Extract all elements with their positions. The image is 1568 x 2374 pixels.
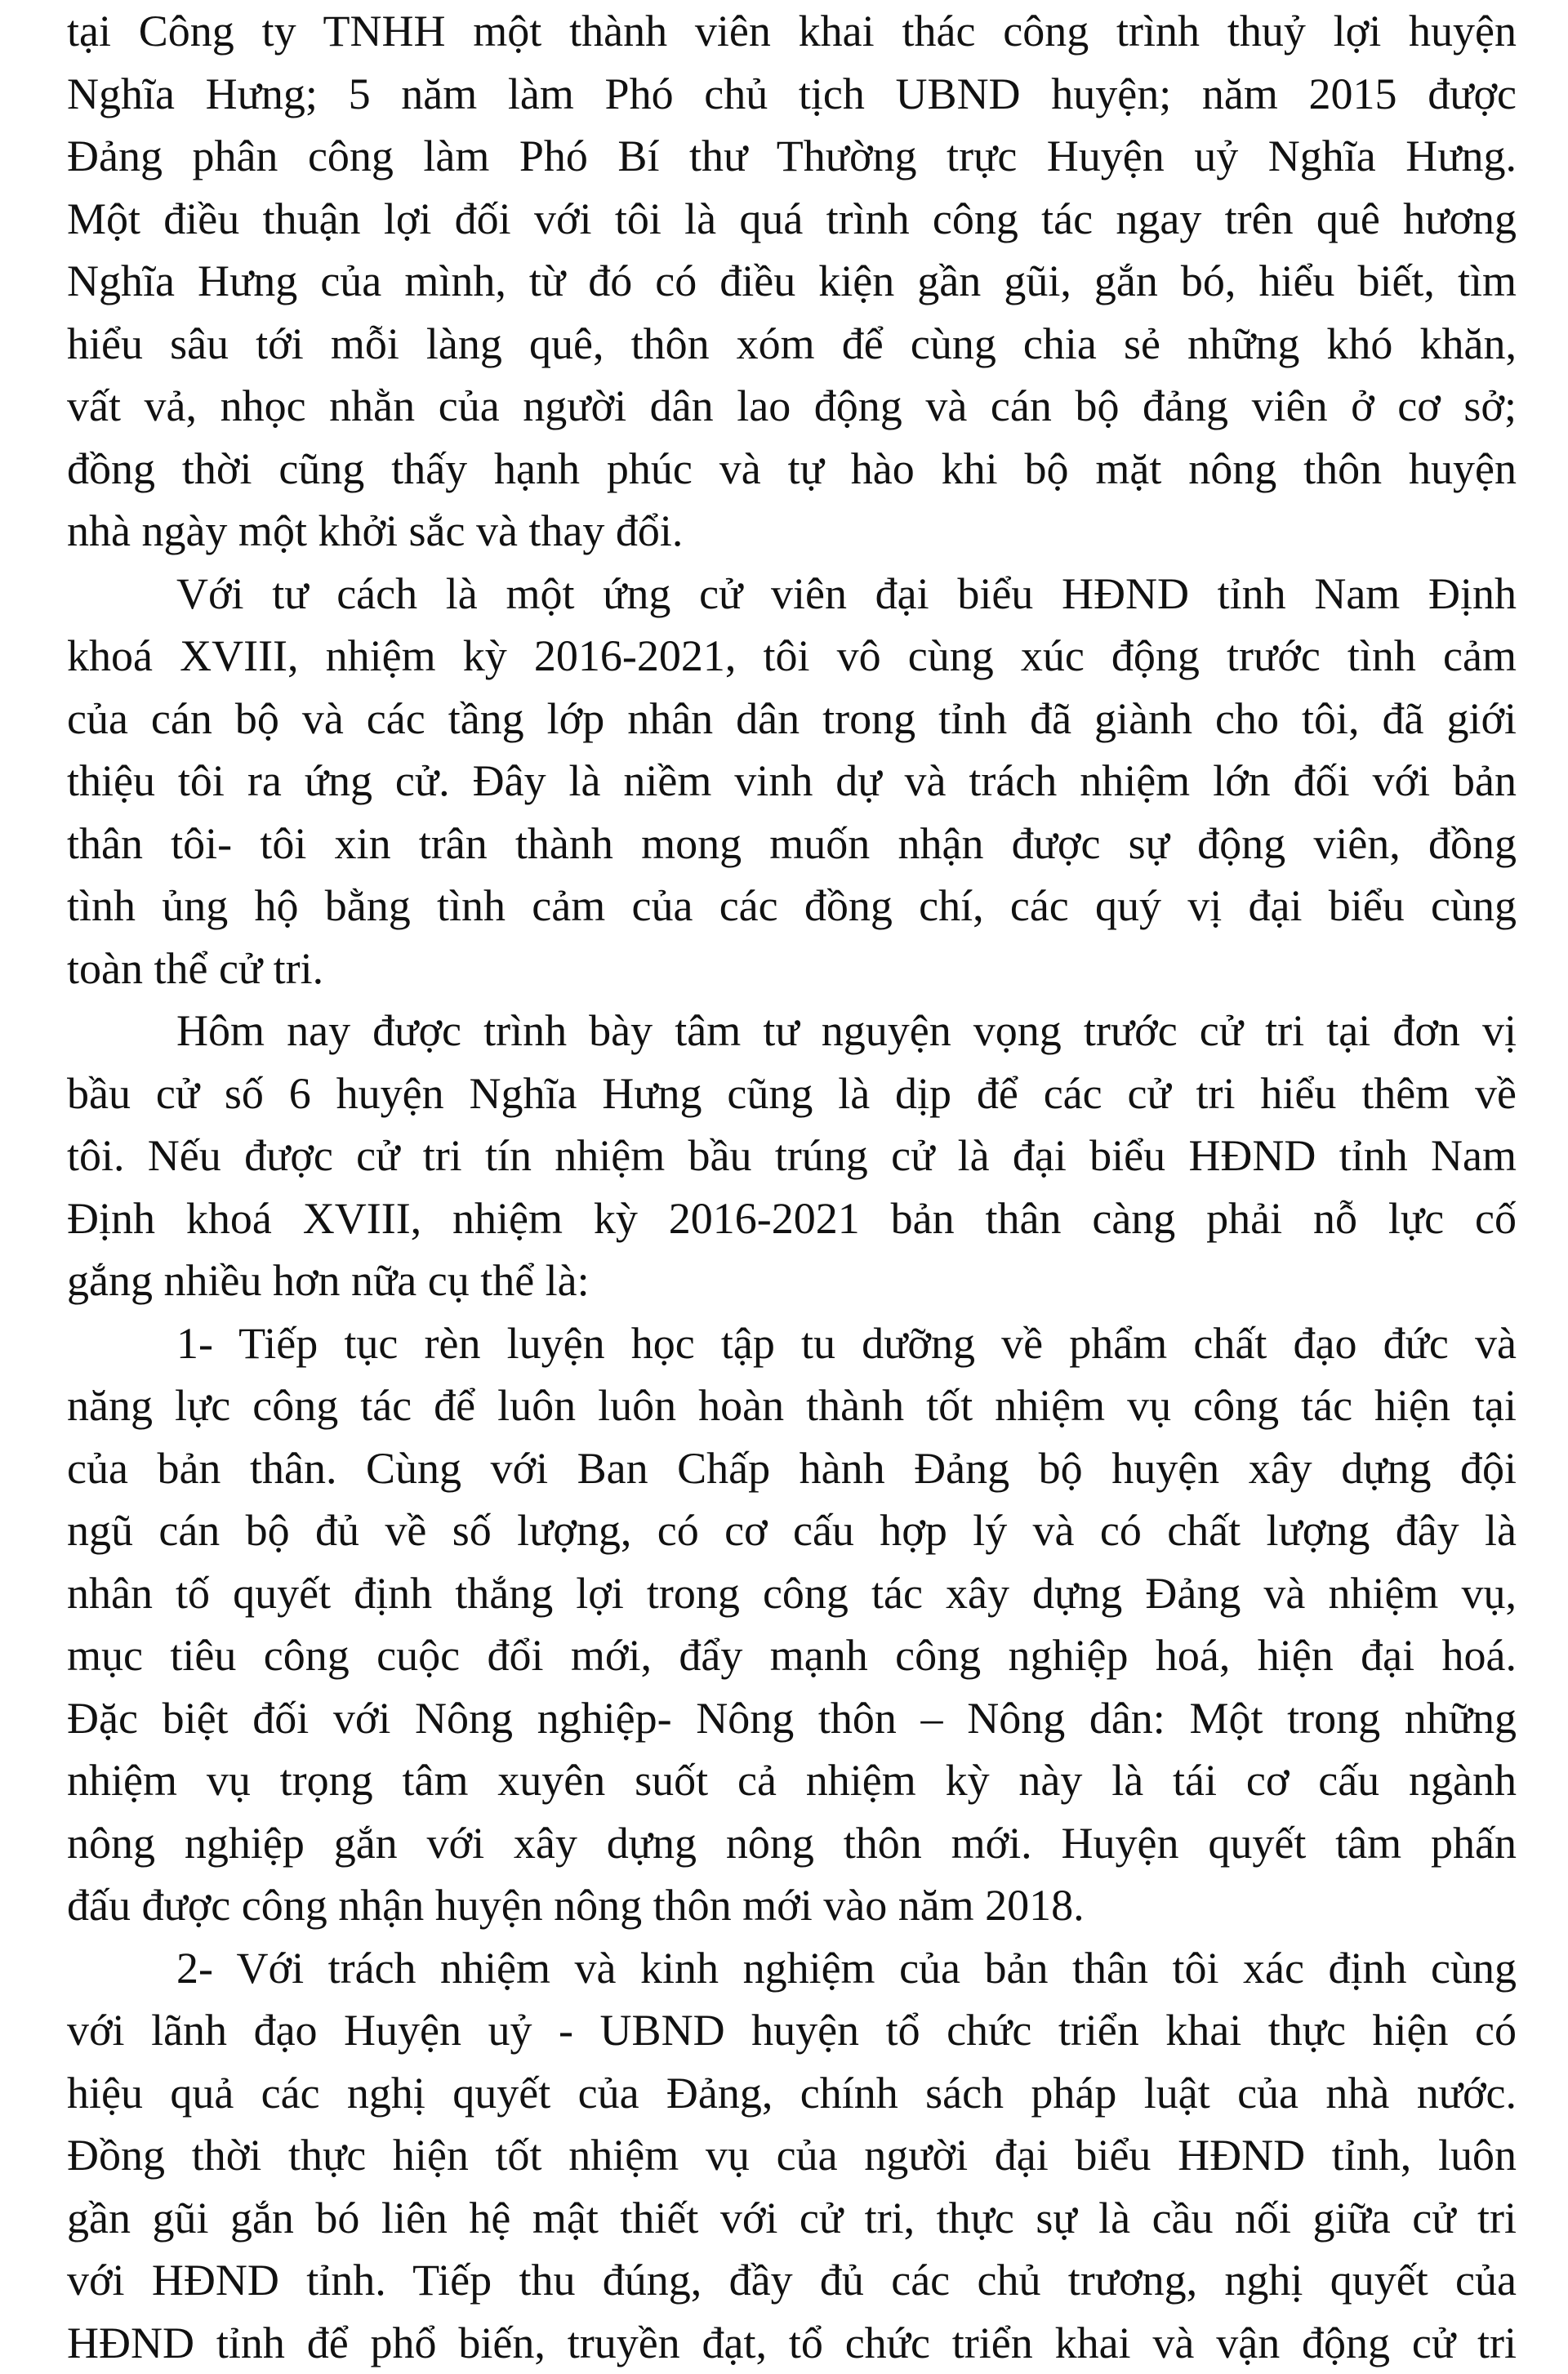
document-body <box>67 0 1517 2374</box>
text-line: hiệu quả các nghị quyết của Đảng, chính sách pháp luật của nhà nước. <box>67 2062 1517 2125</box>
text-line: Với tư cách là một ứng cử viên đại biểu HĐND tỉnh Nam Định <box>67 563 1517 626</box>
text-line: năng lực công tác để luôn luôn hoàn thành tốt nhiệm vụ công tác hiện tại <box>67 1374 1517 1437</box>
text-line: toàn thể cử tri. <box>67 938 1517 1000</box>
text-line: Một điều thuận lợi đối với tôi là quá trình công tác ngay trên quê hương <box>67 188 1517 251</box>
text-line: thân tôi- tôi xin trân thành mong muốn nhận được sự động viên, đồng <box>67 813 1517 875</box>
text-line: khoá XVIII, nhiệm kỳ 2016-2021, tôi vô cùng xúc động trước tình cảm <box>67 625 1517 688</box>
text-line: thiệu tôi ra ứng cử. Đây là niềm vinh dự và trách nhiệm lớn đối với bản <box>67 750 1517 813</box>
text-line: với HĐND tỉnh. Tiếp thu đúng, đầy đủ các chủ trương, nghị quyết của <box>67 2249 1517 2312</box>
text-line: nhân tố quyết định thắng lợi trong công tác xây dựng Đảng và nhiệm vụ, <box>67 1562 1517 1625</box>
text-line: của bản thân. Cùng với Ban Chấp hành Đảng bộ huyện xây dựng đội <box>67 1437 1517 1500</box>
text-line: Đặc biệt đối với Nông nghiệp- Nông thôn – Nông dân: Một trong những <box>67 1687 1517 1750</box>
text-line: Nghĩa Hưng; 5 năm làm Phó chủ tịch UBND huyện; năm 2015 được <box>67 63 1517 126</box>
text-line: tình ủng hộ bằng tình cảm của các đồng chí, các quý vị đại biểu cùng <box>67 875 1517 938</box>
text-line: vất vả, nhọc nhằn của người dân lao động và cán bộ đảng viên ở cơ sở; <box>67 375 1517 438</box>
text-line: Hôm nay được trình bày tâm tư nguyện vọng trước cử tri tại đơn vị <box>67 1000 1517 1062</box>
text-line: HĐND tỉnh để phổ biến, truyền đạt, tổ chức triển khai và vận động cử tri <box>67 2312 1517 2374</box>
text-line: với lãnh đạo Huyện uỷ - UBND huyện tổ chức triển khai thực hiện có <box>67 1999 1517 2062</box>
text-line: nông nghiệp gắn với xây dựng nông thôn mới. Huyện quyết tâm phấn <box>67 1812 1517 1875</box>
text-line: Nghĩa Hưng của mình, từ đó có điều kiện gần gũi, gắn bó, hiểu biết, tìm <box>67 250 1517 313</box>
text-line: tôi. Nếu được cử tri tín nhiệm bầu trúng cử là đại biểu HĐND tỉnh Nam <box>67 1125 1517 1187</box>
text-line: hiểu sâu tới mỗi làng quê, thôn xóm để cùng chia sẻ những khó khăn, <box>67 313 1517 376</box>
text-line: gần gũi gắn bó liên hệ mật thiết với cử tri, thực sự là cầu nối giữa cử tri <box>67 2187 1517 2250</box>
text-line: nhiệm vụ trọng tâm xuyên suốt cả nhiệm kỳ này là tái cơ cấu ngành <box>67 1749 1517 1812</box>
text-line: của cán bộ và các tầng lớp nhân dân trong tỉnh đã giành cho tôi, đã giới <box>67 688 1517 751</box>
text-line: đấu được công nhận huyện nông thôn mới vào năm 2018. <box>67 1874 1517 1937</box>
text-line: 1- Tiếp tục rèn luyện học tập tu dưỡng về phẩm chất đạo đức và <box>67 1312 1517 1375</box>
text-line: ngũ cán bộ đủ về số lượng, có cơ cấu hợp lý và có chất lượng đây là <box>67 1499 1517 1562</box>
text-line: Định khoá XVIII, nhiệm kỳ 2016-2021 bản thân càng phải nỗ lực cố <box>67 1187 1517 1250</box>
text-line: đồng thời cũng thấy hạnh phúc và tự hào khi bộ mặt nông thôn huyện <box>67 438 1517 501</box>
text-line: Đảng phân công làm Phó Bí thư Thường trực Huyện uỷ Nghĩa Hưng. <box>67 125 1517 188</box>
text-line: 2- Với trách nhiệm và kinh nghiệm của bản thân tôi xác định cùng <box>67 1937 1517 2000</box>
text-line: bầu cử số 6 huyện Nghĩa Hưng cũng là dịp để các cử tri hiểu thêm về <box>67 1062 1517 1125</box>
text-line: Đồng thời thực hiện tốt nhiệm vụ của người đại biểu HĐND tỉnh, luôn <box>67 2124 1517 2187</box>
text-line: gắng nhiều hơn nữa cụ thể là: <box>67 1249 1517 1312</box>
text-line: mục tiêu công cuộc đổi mới, đẩy mạnh công nghiệp hoá, hiện đại hoá. <box>67 1624 1517 1687</box>
text-line: nhà ngày một khởi sắc và thay đổi. <box>67 500 1517 563</box>
text-line: tại Công ty TNHH một thành viên khai thác công trình thuỷ lợi huyện <box>67 0 1517 63</box>
